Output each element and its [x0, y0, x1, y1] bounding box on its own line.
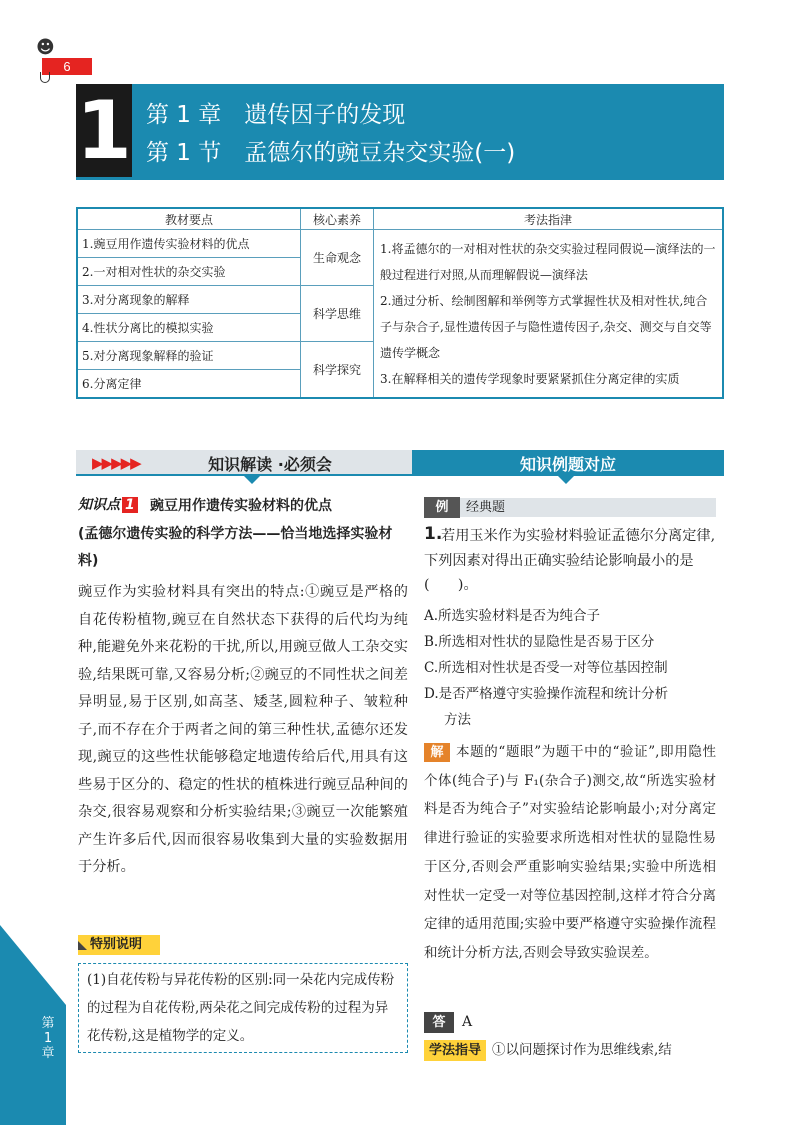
owl-icon: ☻ [36, 37, 55, 58]
option-b: B.所选相对性状的显隐性是否易于区分 [424, 634, 655, 650]
chapter-title: 第 1 章 遗传因子的发现 [146, 102, 406, 128]
side-tab-corner [0, 925, 66, 1005]
table-header: 教材要点 [77, 208, 301, 230]
solution-text: 本题的“题眼”为题干中的“验证”,即用隐性个体(纯合子)与 F₁(杂合子)测交,故“所选实验材料是否为纯合子”对实验结论影响最小;对分离定律进行验证的实验要求所选相对性状的显隐性易于区分,否则会严重影响实验结果;实验中所选相对性状一定受一对等位基因控制,这样才符合分离定律的适用范围;实验中要严格遵守实验操作流程和统计分析方法,否则会导致实验误差。 [424, 744, 716, 961]
hook-icon [40, 72, 50, 83]
chapter-number: 1 [76, 84, 132, 177]
guide-item: 2.通过分析、绘制图解和举例等方式掌握性状及相对性状,纯合子与杂合子,显性遗传因子与隐性遗传因子,杂交、测交与自交等遗传学概念 [380, 293, 712, 360]
method-guide-tag: 学法指导 [424, 1040, 486, 1061]
guide-item: 3.在解释相关的遗传学现象时要紧紧抓住分离定律的实质 [380, 371, 680, 386]
overview-table [76, 207, 724, 399]
table-cell-point: 4.性状分离比的模拟实验 [77, 314, 301, 342]
option-a: A.所选实验材料是否为纯合子 [424, 608, 601, 624]
section-title-right: 知识例题对应 [519, 455, 616, 474]
knowledge-point-number: 1 [122, 497, 138, 513]
example-tag: 例 [424, 497, 460, 518]
table-cell-point: 1.豌豆用作遗传实验材料的优点 [77, 230, 301, 258]
knowledge-body: 豌豆作为实验材料具有突出的特点:①豌豆是严格的自花传粉植物,豌豆在自然状态下获得的后代均为纯种,能避免外来花粉的干扰,所以,用豌豆做人工杂交实验,结果既可靠,又容易分析;②豌豆的不同性状之间差异明显,易于区别,如高茎、矮茎,圆粒种子、皱粒种子,而不存在介于两者之间的第三种性状,孟德尔还发现,豌豆的这些性状能够稳定地遗传给后代,用具有这些易于区分的、稳定的性状的植株进行豌豆品种间的杂交,很容易观察和分析实验结果;③豌豆一次能繁殖产生许多后代,因而很容易收集到大量的实验数据用于分析。 [78, 584, 408, 875]
solution-tag: 解 [424, 743, 450, 762]
section-rule [76, 474, 724, 476]
knowledge-point-subtitle: (孟德尔遗传实验的科学方法——恰当地选择实验材料) [78, 526, 393, 569]
note-corner-icon [78, 941, 87, 950]
table-header: 考法指津 [374, 208, 724, 230]
note-label: 特别说明 [78, 935, 160, 955]
table-row [77, 230, 723, 258]
table-cell-point: 6.分离定律 [77, 370, 301, 399]
table-header: 核心素养 [301, 208, 374, 230]
chapter-header [132, 84, 724, 177]
guide-item: 1.将孟德尔的一对相对性状的杂交实验过程同假说—演绎法的一般过程进行对照,从而理解假说—演绎法 [380, 241, 716, 282]
table-cell-literacy: 科学思维 [301, 286, 374, 342]
knowledge-point-title: 豌豆用作遗传实验材料的优点 [150, 498, 332, 514]
question-options [424, 603, 716, 733]
question-stem: 若用玉米作为实验材料验证孟德尔分离定律,下列因素对得出正确实验结论影响最小的是( )。 [424, 528, 716, 593]
arrows-icon: ▶▶▶▶▶ [92, 454, 140, 472]
note-box: (1)自花传粉与异花传粉的区别:同一朵花内完成传粉的过程为自花传粉,两朵花之间完成传粉的过程为异花传粉,这是植物学的定义。 [78, 963, 408, 1053]
pointer-down-icon [558, 476, 574, 484]
table-cell-literacy: 科学探究 [301, 342, 374, 399]
method-guide-text: ①以问题探讨作为思维线索,结 [492, 1042, 672, 1058]
knowledge-point-tag-text: 知识点 [78, 497, 120, 513]
answer-text: A [462, 1014, 473, 1030]
option-d-continued: 方法 [444, 712, 471, 728]
question-number: 1. [424, 524, 443, 544]
answer-tag: 答 [424, 1012, 454, 1033]
option-d: D.是否严格遵守实验操作流程和统计分析 [424, 686, 669, 702]
table-header-row [77, 208, 723, 230]
section-title-left: 知识解读 ·必须会 [208, 455, 332, 474]
table-cell-point: 2.一对相对性状的杂交实验 [77, 258, 301, 286]
section-title: 第 1 节 孟德尔的豌豆杂交实验(一) [146, 140, 516, 166]
example-label: 经典题 [466, 500, 506, 515]
page-number: 6 [42, 58, 92, 75]
table-cell-guides [374, 230, 724, 399]
pointer-down-icon [244, 476, 260, 484]
table-cell-literacy: 生命观念 [301, 230, 374, 286]
option-c: C.所选相对性状是否受一对等位基因控制 [424, 660, 668, 676]
header-rule [76, 177, 724, 180]
side-chapter-label: 第1章 [41, 1016, 55, 1061]
table-cell-point: 3.对分离现象的解释 [77, 286, 301, 314]
knowledge-point-tag [78, 494, 138, 514]
table-cell-point: 5.对分离现象解释的验证 [77, 342, 301, 370]
